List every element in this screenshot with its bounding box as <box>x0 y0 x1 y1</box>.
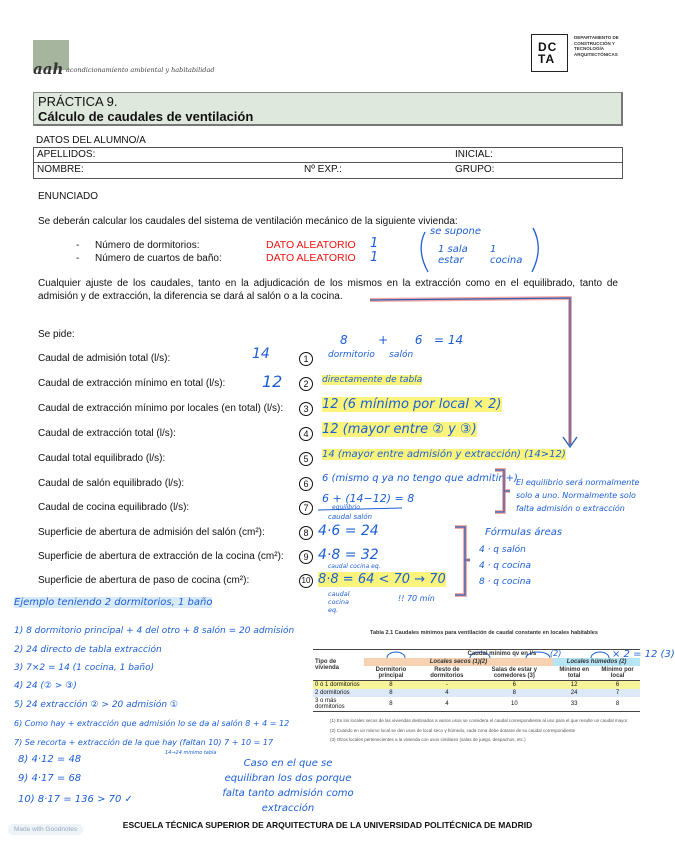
cell: 8 <box>389 701 393 707</box>
hw-formulas-title: Fórmulas áreas <box>485 527 563 538</box>
hw-example-line: 10) 8·17 = 136 > 70 ✓ <box>18 794 133 805</box>
hw-answer-7-under: caudal salón <box>328 513 373 521</box>
cell: 8 <box>389 690 393 696</box>
aah-logo: aah <box>33 60 64 78</box>
cell: 8 <box>389 682 393 688</box>
hw-example-line: 6) Como hay + extracción que admisión lo se da al salón 8 + 4 = 12 <box>14 719 290 728</box>
circled-number: 1 <box>299 352 313 366</box>
circled-number: 7 <box>299 501 313 515</box>
hw-example-side-note: Caso en el que se equilibran los dos porque falta tanto admisión como extracción <box>222 758 354 814</box>
hw-formula: 8 · q cocina <box>479 577 532 587</box>
hw-answer-1: 14 <box>252 346 270 362</box>
cell: 24 <box>570 690 578 696</box>
page-title: Cálculo de caudales de ventilación <box>38 109 254 124</box>
circled-number: 8 <box>299 526 313 540</box>
question-6: Caudal de salón equilibrado (l/s): <box>38 478 185 489</box>
footer-institution: ESCUELA TÉCNICA SUPERIOR DE ARQUITECTURA DE LA UNIVERSIDAD POLITÉCNICA DE MADRID <box>122 820 533 830</box>
hw-example-title: Ejemplo teniendo 2 dormitorios, 1 baño <box>14 597 213 608</box>
circled-number: 6 <box>299 477 313 491</box>
circled-number: 3 <box>299 402 313 416</box>
cell: 8 <box>615 701 620 707</box>
col-header: Mínimo por local <box>601 667 634 679</box>
banos-label: Número de cuartos de baño: <box>95 253 222 264</box>
question-2: Caudal de extracción mínimo en total (l/s): <box>38 378 226 389</box>
cell: 0 ó 1 dormitorios <box>315 682 360 688</box>
cell: 10 <box>510 701 518 707</box>
cell: 2 dormitorios <box>315 690 350 696</box>
table-row <box>313 681 640 690</box>
hw-answer-9: 4·8 = 32 <box>318 547 379 563</box>
hw-example-line: 8) 4·12 = 48 <box>18 754 82 765</box>
hw-answer-6: 6 (mismo q ya no tengo que admitir +) <box>322 473 518 484</box>
question-10: Superficie de abertura de paso de cocina (cm²): <box>38 575 250 586</box>
circled-number: 9 <box>299 550 313 564</box>
dcta-top: DC <box>538 40 558 54</box>
department-name: DEPARTAMENTO DE CONSTRUCCIÓN Y TECNOLOGÍA ARQUITECTÓNICAS <box>574 35 619 57</box>
hw-answer-5: 14 (mayor entre admisión y extracción) (14>12) <box>322 449 566 460</box>
cell: 7 <box>615 690 620 696</box>
hw-bracket-note: El equilibrio será normalmente solo a uno. Normalmente solo falta admisión o extracción <box>516 478 640 513</box>
nombre-label: NOMBRE: <box>37 164 84 175</box>
hw-example-line: 4) 24 (② > ③) <box>14 681 77 691</box>
hw-table-note-2: (2) <box>550 649 562 658</box>
circled-number: 10 <box>299 574 313 588</box>
practice-number: PRÁCTICA 9. <box>38 94 118 109</box>
hw-formula: 4 · q salón <box>479 545 526 555</box>
hw-cocina: 1 cocina <box>490 244 523 266</box>
table-note: (2) Cuando en un mismo local se den usos de local seco y húmedo, cada zona debe dotarse de su caudal correspondiente <box>330 728 576 733</box>
list-bullet: - <box>76 253 80 264</box>
question-7: Caudal de cocina equilibrado (l/s): <box>38 502 190 513</box>
enunciado-intro: Se deberán calcular los caudales del sistema de ventilación mecánico de la siguiente vivienda: <box>38 216 458 227</box>
circled-number: 5 <box>299 452 313 466</box>
dormitorios-label: Número de dormitorios: <box>95 240 200 251</box>
col-header: Resto de dormitorios <box>430 667 464 679</box>
hw-table-note: × 2 = 12 (3) <box>612 649 675 660</box>
cell: - <box>445 682 448 688</box>
dcta-bottom: TA <box>538 52 556 66</box>
question-8: Superficie de abertura de admisión del salón (cm²): <box>38 527 265 538</box>
question-3: Caudal de extracción mínimo por locales (en total) (l/s): <box>38 403 284 414</box>
col-header: Salas de estar y comedores (3) <box>491 667 538 679</box>
cell: 8 <box>512 690 516 696</box>
hw-answer-8: 4·6 = 24 <box>318 523 379 539</box>
hw-example-line: 9) 4·17 = 68 <box>18 773 82 784</box>
hw-answer-7-sub: equilibrio <box>332 504 360 511</box>
hw-answer-9-sub: caudal cocina eq. <box>328 563 381 570</box>
cell: 6 <box>512 682 516 688</box>
table-row <box>313 689 640 697</box>
hw-example-sub: 14→24 mínimo tabla <box>165 750 217 756</box>
table-row <box>313 697 640 712</box>
circled-number: 2 <box>299 377 313 391</box>
group-header: Caudal mínimo qv en l/s <box>467 651 537 657</box>
banos-value: DATO ALEATORIO <box>266 252 356 264</box>
question-5: Caudal total equilibrado (l/s): <box>38 453 166 464</box>
table-note: (1) En los locales secos de las viviendas destinados a varios usos se considera el caudal correspondiente al uso para el que resulte un caudal mayor <box>330 718 628 723</box>
hw-answer-7: 6 + (14−12) = 8 <box>322 492 415 505</box>
hw-sala: 1 sala estar <box>438 244 468 266</box>
secos-header: Locales secos (1)(2) <box>364 658 553 666</box>
table-caption: Tabla 2.1 Caudales mínimos para ventilación de caudal constante en locales habitables <box>370 630 598 636</box>
cell: 3 o más dormitorios <box>315 698 345 710</box>
exp-label: Nº EXP.: <box>304 164 342 175</box>
inicial-label: INICIAL: <box>455 149 493 160</box>
question-1: Caudal de admisión total (l/s): <box>38 353 171 364</box>
hw-answer-2: 12 <box>262 372 283 391</box>
hw-example-line: 3) 7×2 = 14 (1 cocina, 1 baño) <box>14 663 155 673</box>
hw-answer-1-labels: dormitorio salón <box>328 350 414 360</box>
hw-formula: 4 · q cocina <box>479 561 532 571</box>
aah-subtitle: acondicionamiento ambiental y habitabilidad <box>66 66 215 74</box>
list-bullet: - <box>76 240 80 251</box>
hw-answer-4: 12 (mayor entre ② y ③) <box>322 422 477 437</box>
se-pide-label: Se pide: <box>38 329 75 340</box>
hw-example-line: 7) Se recorta + extracción de la que hay (faltan 10) 7 + 10 = 17 <box>14 738 274 747</box>
hw-answer-1-expr: 8 + 6 = 14 <box>340 333 464 347</box>
hw-supone: se supone <box>430 226 482 237</box>
question-4: Caudal de extracción total (l/s): <box>38 428 176 439</box>
circled-number: 4 <box>299 427 313 441</box>
hw-example-line: 2) 24 directo de tabla extracción <box>14 645 162 655</box>
hw-answer-10-min: !! 70 mín <box>398 594 435 603</box>
hw-bath-count: 1 <box>370 250 379 265</box>
hw-answer-10: 8·8 = 64 < 70 → 70 <box>318 572 446 587</box>
apellidos-label: APELLIDOS: <box>37 149 96 160</box>
dormitorios-value: DATO ALEATORIO <box>266 239 356 251</box>
ventilation-table <box>313 649 640 712</box>
goodnotes-badge: Made with Goodnotes <box>8 824 83 835</box>
cell: 33 <box>570 701 578 707</box>
hw-example-line: 1) 8 dormitorio principal + 4 del otro + 8 salón = 20 admisión <box>14 626 295 636</box>
student-section-title: DATOS DEL ALUMNO/A <box>36 135 146 146</box>
hw-answer-3: 12 (6 mínimo por local × 2) <box>322 397 502 412</box>
enunciado-heading: ENUNCIADO <box>38 191 99 202</box>
enunciado-paragraph: Cualquier ajuste de los caudales, tanto en la adjudicación de los mismos en la extracción como en el equilibrado, tanto de admisión y de extracción, la diferencia se dará al salón o a la cocina. <box>38 278 618 302</box>
hw-dorm-count: 1 <box>370 236 379 251</box>
hw-example-line: 5) 24 extracción ② > 20 admisión ① <box>14 700 178 710</box>
question-9: Superficie de abertura de extracción de la cocina (cm²): <box>38 551 284 562</box>
grupo-label: GRUPO: <box>455 164 495 175</box>
table-note: (3) Otros locales pertenecientes a la vivienda con usos similares (salas de juego, despachos, etc.) <box>330 737 526 742</box>
humedos-header: Locales húmedos (2) <box>553 658 640 666</box>
col-header: Tipo de vivienda <box>315 659 340 671</box>
col-header: Dormitorio principal <box>375 667 407 679</box>
cell: 12 <box>570 682 578 688</box>
cell: 6 <box>615 682 620 688</box>
col-header: Mínimo en total <box>559 667 589 679</box>
cell: 4 <box>445 701 449 707</box>
hw-answer-10-sub: caudal cocina eq. <box>328 590 350 614</box>
hw-note-2: directamente de tabla <box>322 375 423 385</box>
cell: 4 <box>445 690 449 696</box>
